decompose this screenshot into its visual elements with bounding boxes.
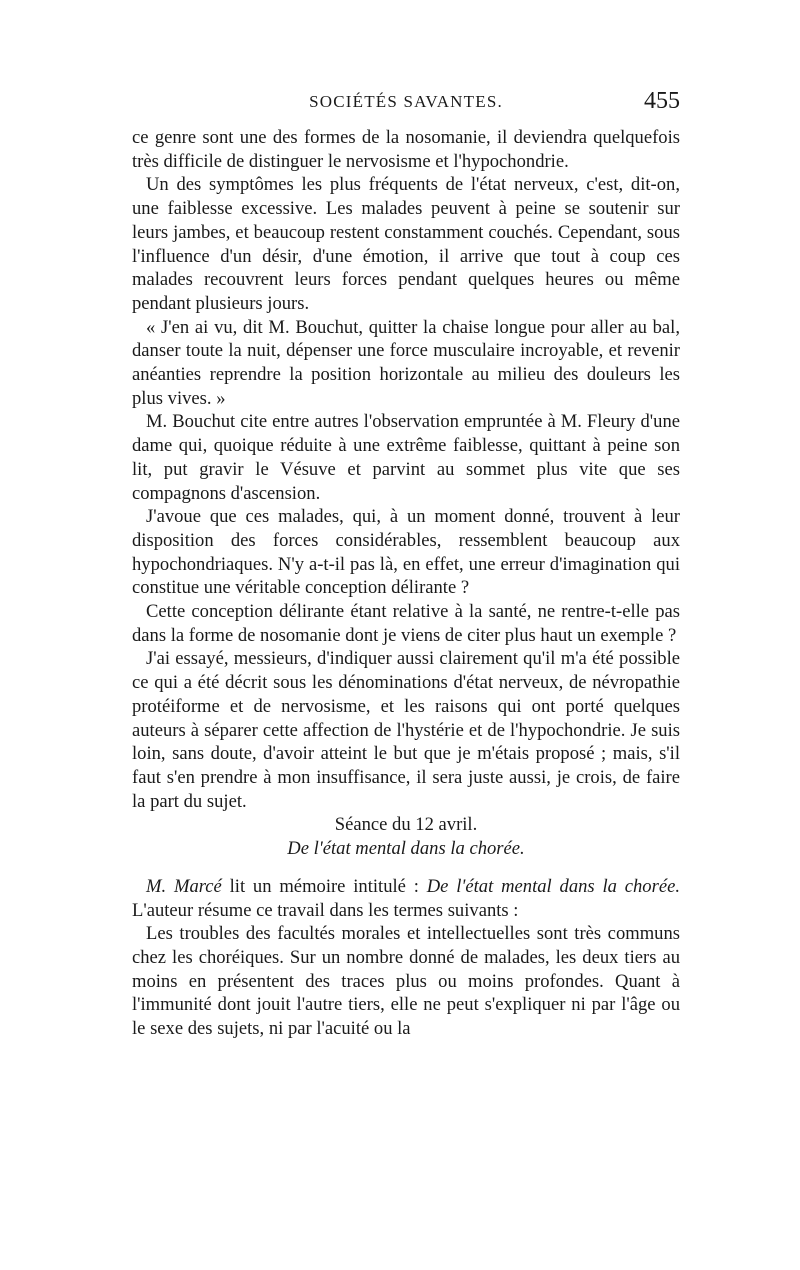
final-paragraph: Les troubles des facultés morales et intellectuelles sont très communs chez les choréiques. Sur un nombre donné de malades, les deux tiers au moins en présentent des traces plus ou moins profondes. Quant à l'immunité dont jouit l'autre tiers, elle ne peut s'expliquer ni par l'âge ou le sexe des sujets, ni par l'acuité ou la bbox=[132, 923, 680, 1040]
running-title: SOCIÉTÉS SAVANTES. bbox=[309, 92, 503, 111]
paragraph-1: ce genre sont une des formes de la nosomanie, il deviendra quelquefois très difficile de distinguer le nervosisme et l'hypochondrie. bbox=[132, 127, 680, 172]
report-author: M. Marcé bbox=[146, 875, 222, 897]
paragraph-4: M. Bouchut cite entre autres l'observation empruntée à M. Fleury d'une dame qui, quoique réduite à une extrême faiblesse, quittant à peine son lit, put gravir le Vésuve et parvint au sommet plus vite que ses compagnons d'ascension. bbox=[132, 411, 680, 504]
paragraph-6: Cette conception délirante étant relative à la santé, ne rentre-t-elle pas dans la forme de nosomanie dont je viens de citer plus haut un exemple ? bbox=[132, 601, 680, 646]
page-number: 455 bbox=[644, 88, 680, 114]
memoir-title: De l'état mental dans la chorée. bbox=[426, 875, 680, 897]
paragraph-3-quote: « J'en ai vu, dit M. Bouchut, quitter la chaise longue pour aller au bal, danser toute la nuit, dépenser une force musculaire incroyable, et revenir anéanties reprendre la position horizontale au milieu des douleurs les plus vives. » bbox=[132, 316, 680, 409]
page-body bbox=[132, 126, 680, 1041]
paragraph-5: J'avoue que ces malades, qui, à un moment donné, trouvent à leur disposition des forces considérables, ressemblent beaucoup aux hypochondriaques. N'y a-t-il pas là, en effet, une erreur d'imagination qui constitue une véritable conception délirante ? bbox=[132, 506, 680, 599]
report-text-before: lit un mémoire intitulé : bbox=[221, 875, 427, 897]
session-heading: Séance du 12 avril. bbox=[334, 814, 478, 836]
report-paragraph bbox=[132, 875, 680, 922]
paragraph-2: Un des symptômes les plus fréquents de l'état nerveux, c'est, dit-on, une faiblesse excessive. Les malades peuvent à peine se soutenir sur leurs jambes, et beaucoup restent constamment couchés. Cependant, sous l'influence d'un désir, d'une émotion, il arrive que tout à coup ces malades recouvrent leurs forces pendant quelques heures ou même pendant plusieurs jours. bbox=[132, 174, 680, 314]
section-subheading: De l'état mental dans la chorée. bbox=[287, 838, 525, 860]
paragraph-7: J'ai essayé, messieurs, d'indiquer aussi clairement qu'il m'a été possible ce qui a été décrit sous les dénominations d'état nerveux, de névropathie protéiforme et de nervosisme, et les raisons qui ont porté quelques auteurs à séparer cette affection de l'hystérie et de l'hypochondrie. Je suis loin, sans doute, d'avoir atteint le but que je m'étais proposé ; mais, s'il faut s'en prendre à mon insuffisance, il sera juste aussi, je crois, de faire la part du sujet. bbox=[132, 648, 680, 812]
report-text-after: L'auteur résume ce travail dans les termes suivants : bbox=[132, 899, 519, 921]
running-header bbox=[132, 88, 680, 118]
